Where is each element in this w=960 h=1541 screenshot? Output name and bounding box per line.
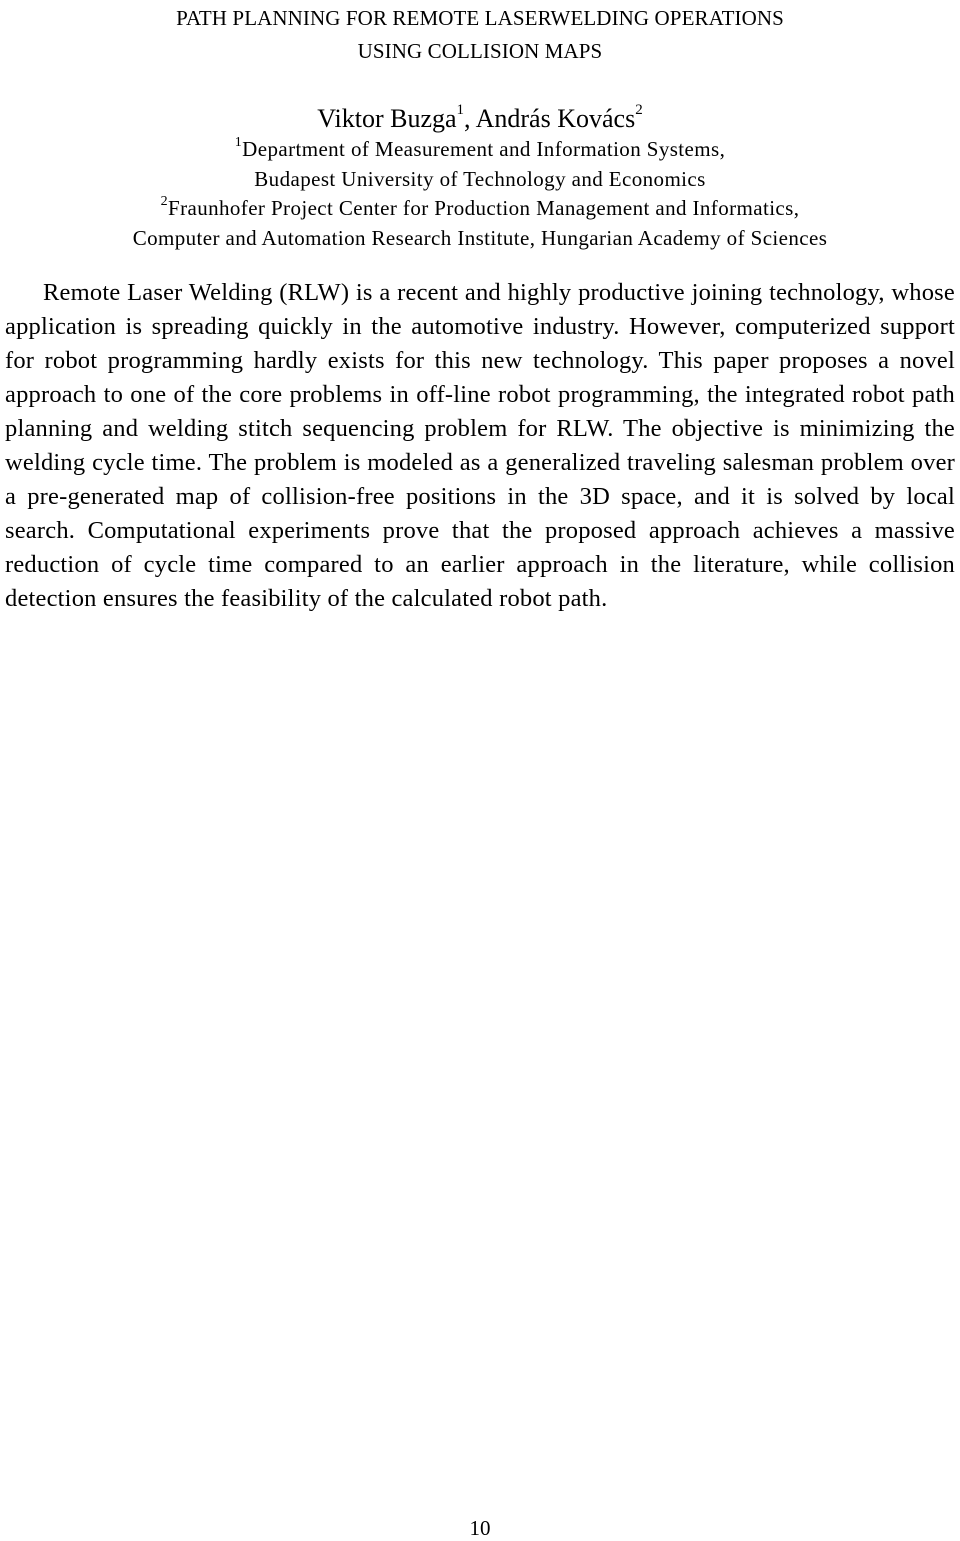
affiliation-3-text: Fraunhofer Project Center for Production Management and Informatics,: [168, 196, 800, 220]
affiliation-line-4: Computer and Automation Research Institute, Hungarian Academy of Sciences: [132, 225, 828, 250]
title-line-2: USING COLLISION MAPS: [357, 39, 603, 63]
affiliation-2-mark: 2: [160, 194, 169, 209]
author-1-affiliation-mark: 1: [456, 102, 465, 119]
page-number: 10: [469, 1516, 491, 1540]
affiliation-1-text: Department of Measurement and Information Systems,: [242, 137, 726, 161]
title-line-1: PATH PLANNING FOR REMOTE LASERWELDING OPERATIONS: [176, 6, 784, 30]
affiliation-line-2: Budapest University of Technology and Economics: [254, 166, 706, 191]
author-2-affiliation-mark: 2: [635, 102, 643, 119]
author-2-name: András Kovács: [475, 104, 636, 133]
affiliation-line-1: [0, 135, 960, 165]
author-1-name: Viktor Buzga: [317, 104, 457, 133]
abstract-paragraph: Remote Laser Welding (RLW) is a recent and highly productive joining technology, whose application is spreading quickly in the automotive industry. However, computerized support for robot programming hardly exists for this new technology. This paper proposes a novel approach to one of the core problems in off-line robot programming, the integrated robot path planning and welding stitch sequencing problem for RLW. The objective is minimizing the welding cycle time. The problem is modeled as a generalized traveling salesman problem over a pre-generated map of collision-free positions in the 3D space, and it is solved by local search. Computational experiments prove that the proposed approach achieves a massive reduction of cycle time compared to an earlier approach in the literature, while collision detection ensures the feasibility of the calculated robot path.: [5, 279, 955, 612]
affiliation-line-3: [0, 194, 960, 224]
author-list: [0, 102, 960, 136]
affiliation-block: [0, 135, 960, 253]
author-separator: ,: [464, 104, 476, 133]
affiliation-1-mark: 1: [234, 135, 243, 150]
paper-title: [0, 2, 960, 68]
